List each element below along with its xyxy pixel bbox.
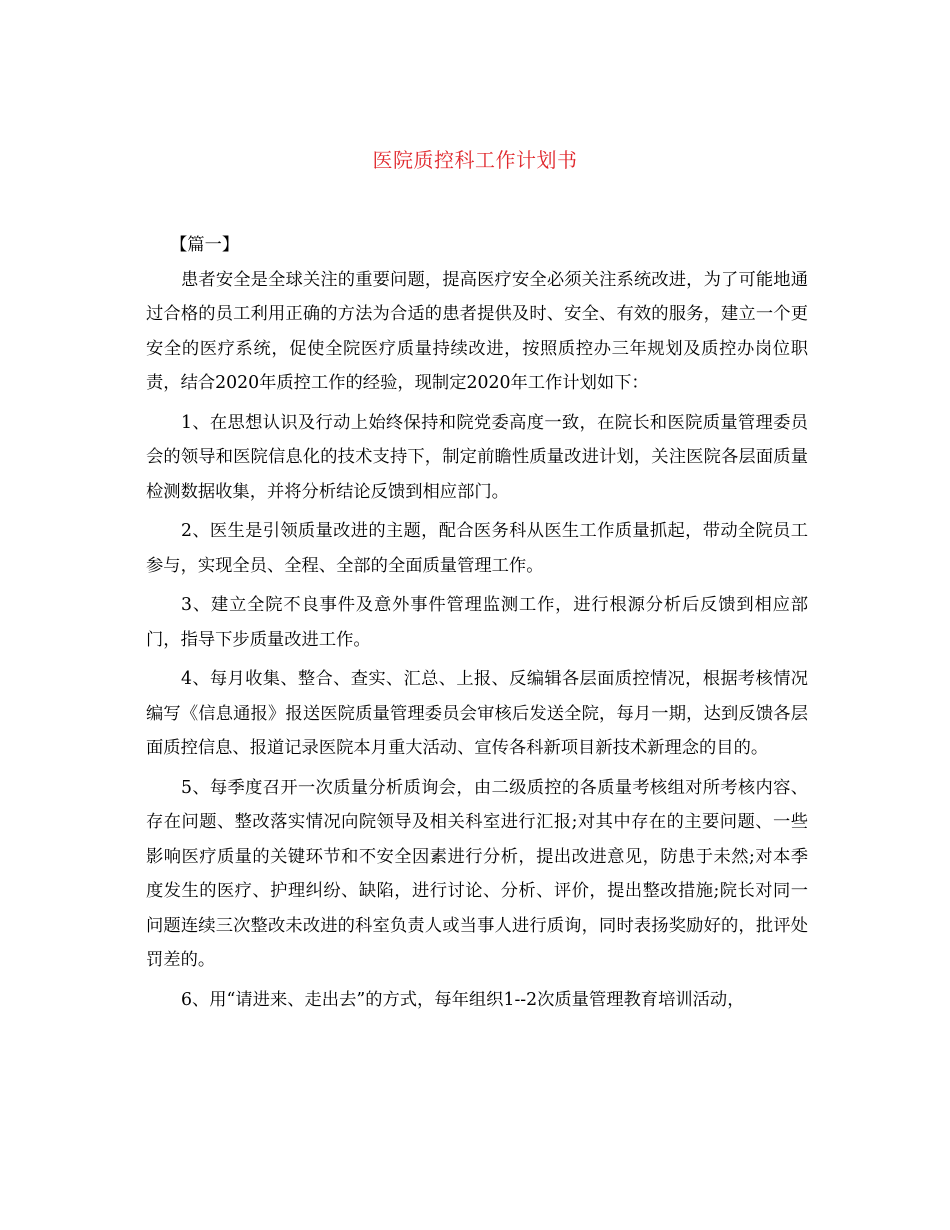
- paragraph-item-5: 5、每季度召开一次质量分析质询会，由二级质控的各质量考核组对所考核内容、存在问题、整改落实情况向院领导及相关科室进行汇报;对其中存在的主要问题、一些影响医疗质量的关键环节和不安全因素进行分析，提出改进意见，防患于未然;对本季度发生的医疗、护理纠纷、缺陷，进行讨论、分析、评价，提出整改措施;院长对同一问题连续三次整改未改进的科室负责人或当事人进行质询，同时表扬奖励好的，批评处罚差的。: [146, 777, 808, 970]
- document-body: [146, 228, 808, 1022]
- paragraph-item-4: 4、每月收集、整合、查实、汇总、上报、反编辑各层面质控情况，根据考核情况编写《信息通报》报送医院质量管理委员会审核后发送全院，每月一期，达到反馈各层面质控信息、报道记录医院本月重大活动、宣传各科新项目新技术新理念的目的。: [146, 669, 808, 758]
- paragraph-item-2: 2、医生是引领质量改进的主题，配合医务科从医生工作质量抓起，带动全院员工参与，实现全员、全程、全部的全面质量管理工作。: [146, 521, 808, 576]
- paragraph-item-6: 6、用“请进来、走出去”的方式，每年组织1--2次质量管理教育培训活动，: [181, 989, 745, 1010]
- document-title: 医院质控科工作计划书: [372, 148, 578, 172]
- section-label: 【篇一】: [170, 235, 240, 255]
- intro-paragraph: 患者安全是全球关注的重要问题，提高医疗安全必须关注系统改进，为了可能地通过合格的员工利用正确的方法为合适的患者提供及时、安全、有效的服务，建立一个更安全的医疗系统，促使全院医疗质量持续改进，按照质控办三年规划及质控办岗位职责，结合2020年质控工作的经验，现制定2020年工作计划如下：: [146, 269, 808, 393]
- paragraph-item-3: 3、建立全院不良事件及意外事件管理监测工作，进行根源分析后反馈到相应部门，指导下步质量改进工作。: [146, 595, 808, 650]
- paragraph-item-1: 1、在思想认识及行动上始终保持和院党委高度一致，在院长和医院质量管理委员会的领导和医院信息化的技术支持下，制定前瞻性质量改进计划，关注医院各层面质量检测数据收集，并将分析结论反馈到相应部门。: [146, 412, 808, 502]
